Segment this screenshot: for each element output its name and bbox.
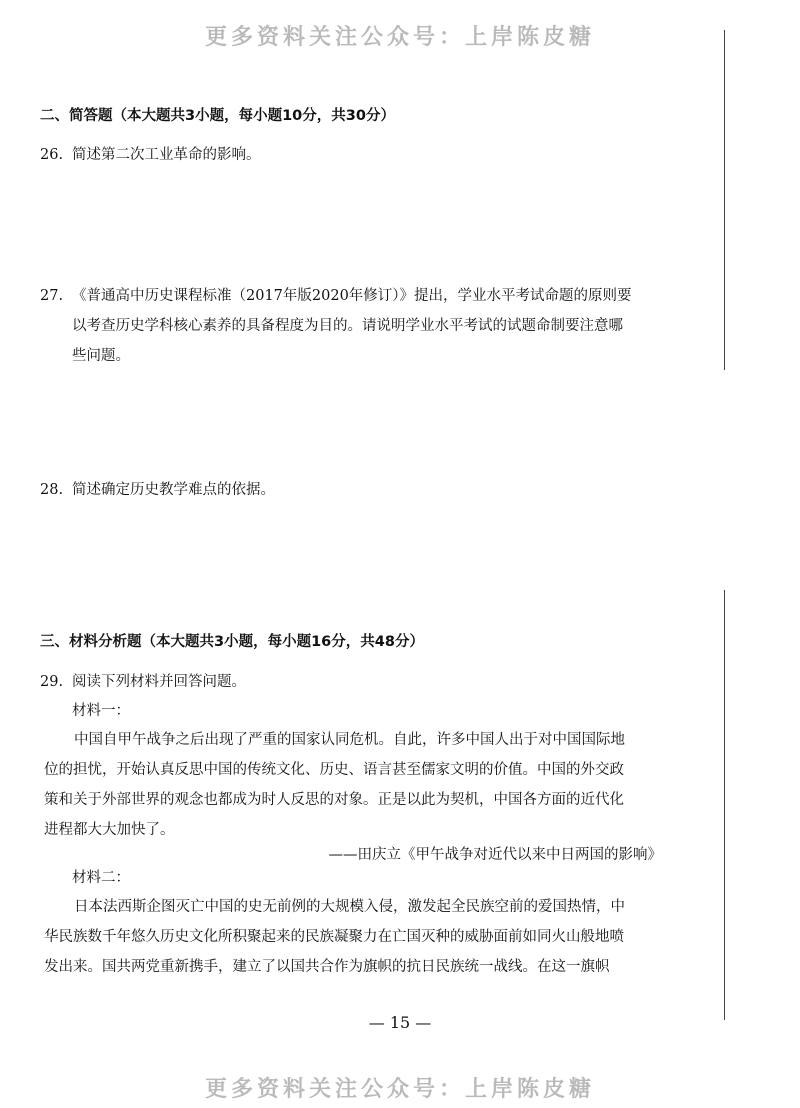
question-number: 27.: [40, 288, 64, 304]
binding-line-lower: [724, 590, 725, 1020]
material-line: 发出来。国共两党重新携手，建立了以国共合作为旗帜的抗日民族统一战线。在这一旗帜: [44, 959, 610, 975]
question-27: [40, 281, 680, 371]
section-heading-short-answer: 二、简答题（本大题共3小题，每小题10分，共30分）: [40, 108, 395, 124]
material-line: 位的担忧，开始认真反思中国的传统文化、历史、语言甚至儒家文明的价值。中国的外交政: [44, 762, 624, 778]
material-1-label: 材料一：: [72, 703, 130, 719]
watermark-top: 更多资料关注公众号：上岸陈皮糖: [204, 25, 595, 50]
watermark-bottom: 更多资料关注公众号：上岸陈皮糖: [204, 1077, 595, 1102]
section-heading-material-analysis: 三、材料分析题（本大题共3小题，每小题16分，共48分）: [40, 634, 424, 650]
material-2-label: 材料二：: [72, 870, 130, 886]
question-text: 简述确定历史教学难点的依据。: [72, 482, 275, 498]
question-26: [40, 140, 261, 170]
question-text-line-1: 《普通高中历史课程标准（2017年版2020年修订）》提出，学业水平考试命题的原则要: [72, 288, 632, 304]
material-line: 日本法西斯企图灭亡中国的史无前例的大规模入侵，激发起全民族空前的爱国热情，中: [74, 899, 625, 915]
question-text-line-3: 些问题。: [72, 348, 130, 364]
binding-line-upper: [724, 30, 725, 370]
question-29: [40, 667, 246, 697]
material-line: 进程都大大加快了。: [44, 822, 175, 838]
material-line: 策和关于外部世界的观念也都成为时人反思的对象。正是以此为契机，中国各方面的近代化: [44, 792, 624, 808]
material-line: 中国自甲午战争之后出现了严重的国家认同危机。自此，许多中国人出于对中国国际地: [74, 732, 625, 748]
material-line: 华民族数千年悠久历史文化所积聚起来的民族凝聚力在亡国灭种的威胁面前如同火山般地喷: [44, 929, 624, 945]
question-number: 28.: [40, 482, 64, 498]
question-text-line-2: 以考查历史学科核心素养的具备程度为目的。请说明学业水平考试的试题命制要注意哪: [72, 318, 623, 334]
material-1-body: [44, 725, 660, 845]
question-text: 简述第二次工业革命的影响。: [72, 147, 261, 163]
question-28: [40, 475, 275, 505]
question-prompt: 阅读下列材料并回答问题。: [72, 674, 246, 690]
page-number: — 15 —: [368, 1013, 432, 1032]
question-number: 29.: [40, 674, 64, 690]
material-1-source: ——田庆立《甲午战争对近代以来中日两国的影响》: [328, 847, 662, 863]
question-number: 26.: [40, 147, 64, 163]
material-2-body: [44, 892, 660, 982]
